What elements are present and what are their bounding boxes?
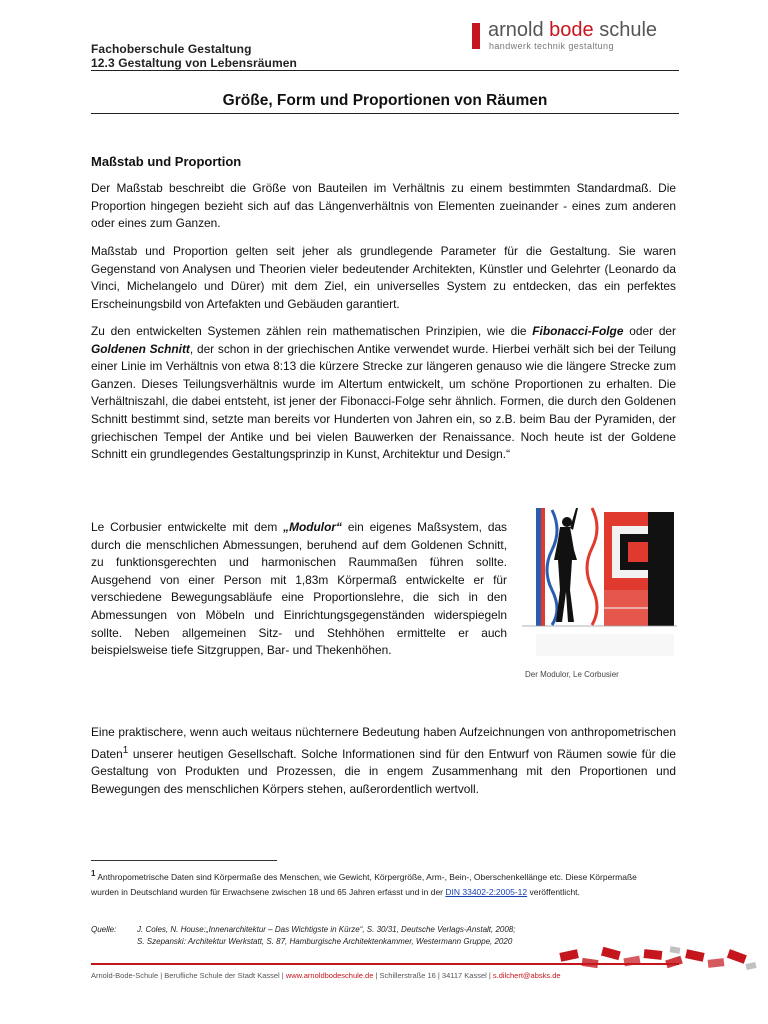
footnote-ref[interactable]: 1 [122,744,129,756]
logo-tagline: handwerk technik gestaltung [489,41,614,51]
email-link[interactable]: s.dilchert@absks.de [492,971,561,980]
paragraph-parameters: Maßstab und Proportion gelten seit jeher als grundlegende Parameter für die Gestaltung. Sie waren Gegenstand von Analysen und Theorien vieler bedeutender Architekten, Künstler und Gelehrter (Leonardo da Vinci, Michelangelo und Dürer) mit dem Ziel, ein universelles System zu entdecken, das ein perfektes Erscheinungsbild von Artefakten und Gebäuden garantiert. [91,244,676,311]
modulor-image [522,500,677,668]
modulor-term: „Modulor“ [283,520,342,534]
page-footer: Arnold-Bode-Schule | Berufliche Schule der Stadt Kassel | www.arnoldbodeschule.de | Schillerstraße 16 | 34117 Kassel | s.dilchert@absks.de [91,971,561,980]
modulor-figure [522,500,677,690]
title-divider [91,113,679,114]
paragraph-modulor: Le Corbusier entwickelte mit dem „Modulor“ ein eigenes Maßsystem, das durch die menschlichen Abmessungen, beruhend auf dem Goldenen Schnitt, zu funktionsgerechten und harmonischen Raummaßen führen sollte. Ausgehend von einer Person mit 1,83m Körpermaß entwickelte er für verschiedene Bewegungsabläufe eine Proportionslehre, die sich in den Abmessungen von Möbeln und Einrichtungsgegenständen widerspiegeln sollte. Neben allgemeinen Sitz- und Stehhöhen ermittelte er auch beispielsweise tiefe Sitzgruppen, Bar- und Thekenhöhen. [91,520,508,658]
source-2: S. Szepanski: Architektur Werkstatt, S. 87, Hamburgische Architektenkammer, Westermann Gruppe, 2020 [137,937,513,946]
website-link[interactable]: www.arnoldbodeschule.de [285,971,374,980]
footer-divider [91,963,679,965]
logo-name: arnold bode schule [488,19,658,41]
paragraph-golden-ratio: Zu den entwickelten Systemen zählen rein mathematischen Prinzipien, wie die Fibonacci-Folge oder der Goldenen Schnitt, der schon in der griechischen Antike verwendet wurde. Hierbei verhält sich bei der Teilung einer Linie im Verhältnis von etwa 8:13 die kürzere Strecke zur längeren genauso wie die längere Strecke zum Ganzen. Dieses Teilungsverhältnis wurde im Altertum entwickelt, um schöne Proportionen zu erhalten. Die Verhältniszahl, die dabei entsteht, ist jener der Fibonacci-Folge sehr ähnlich. Formen, die durch den Goldenen Schnitt bestimmt sind, setzte man bereits vor Hunderten von Jahren ein, so z.B. beim Bau der Pyramiden, der griechischen Tempel der Antike und bei vielen Bauwerken der Renaissance. Noch heute ist der Goldene Schnitt ein grundlegendes Gestaltungsprinzip in Kunst, Architektur und Design.“ [91,324,677,462]
figure-caption: Der Modulor, Le Corbusier [525,670,619,679]
sources-label: Quelle: [91,925,117,934]
footnote-number: 1 [91,869,96,878]
school-name: Fachoberschule Gestaltung [91,42,252,56]
footnote-divider [91,860,277,861]
source-1: J. Coles, N. House:„Innenarchitektur – Das Wichtigste in Kürze“, S. 30/31, Deutsche Verlags-Anstalt, 2008; [137,925,516,934]
course-name: 12.3 Gestaltung von Lebensräumen [91,56,297,70]
golden-ratio-term: Goldenen Schnitt [91,341,190,356]
paragraph-anthropometric: Eine praktischere, wenn auch weitaus nüchternere Bedeutung haben Aufzeichnungen von anthropometrischen Daten$^1$ unserer heutigen Gesellschaft. Solche Informationen sind für den Entwurf von Räumen sowie für die Gestaltung von Produkten und Prozessen, die in engem Zusammenhang mit den Proportionen und Bewegungen des menschlichen Körpers stehen, außerordentlich wertvoll. [91,725,676,796]
logo-bar-icon [472,23,480,49]
din-standard-link[interactable]: DIN 33402-2:2005-12 [445,886,528,897]
section-heading: Maßstab und Proportion [91,154,242,169]
page-title: Größe, Form und Proportionen von Räumen [222,92,548,109]
school-logo [472,19,672,55]
sources [91,924,515,948]
fibonacci-term: Fibonacci-Folge [532,324,624,338]
footnote: $^1$ Anthropometrische Daten sind Körpermaße des Menschen, wie Gewicht, Körpergröße, Arm-, Bein-, Oberschenkellänge etc. Diese Körpermaße wurden in Deutschland wurden für Erwachsene zwischen 18 und 65 Jahren erfasst und in der DIN 33402-2:2005-12 veröffentlicht. [91,869,637,897]
paragraph-scale: Der Maßstab beschreibt die Größe von Bauteilen im Verhältnis zu einem bestimmten Standardmaß. Die Proportion hingegen bezieht sich auf das Längenverhältnis von Elementen zueinander - eines zum anderen oder eines zum Ganzen. [91,181,676,231]
header-divider [91,70,679,71]
school-header [91,42,297,70]
